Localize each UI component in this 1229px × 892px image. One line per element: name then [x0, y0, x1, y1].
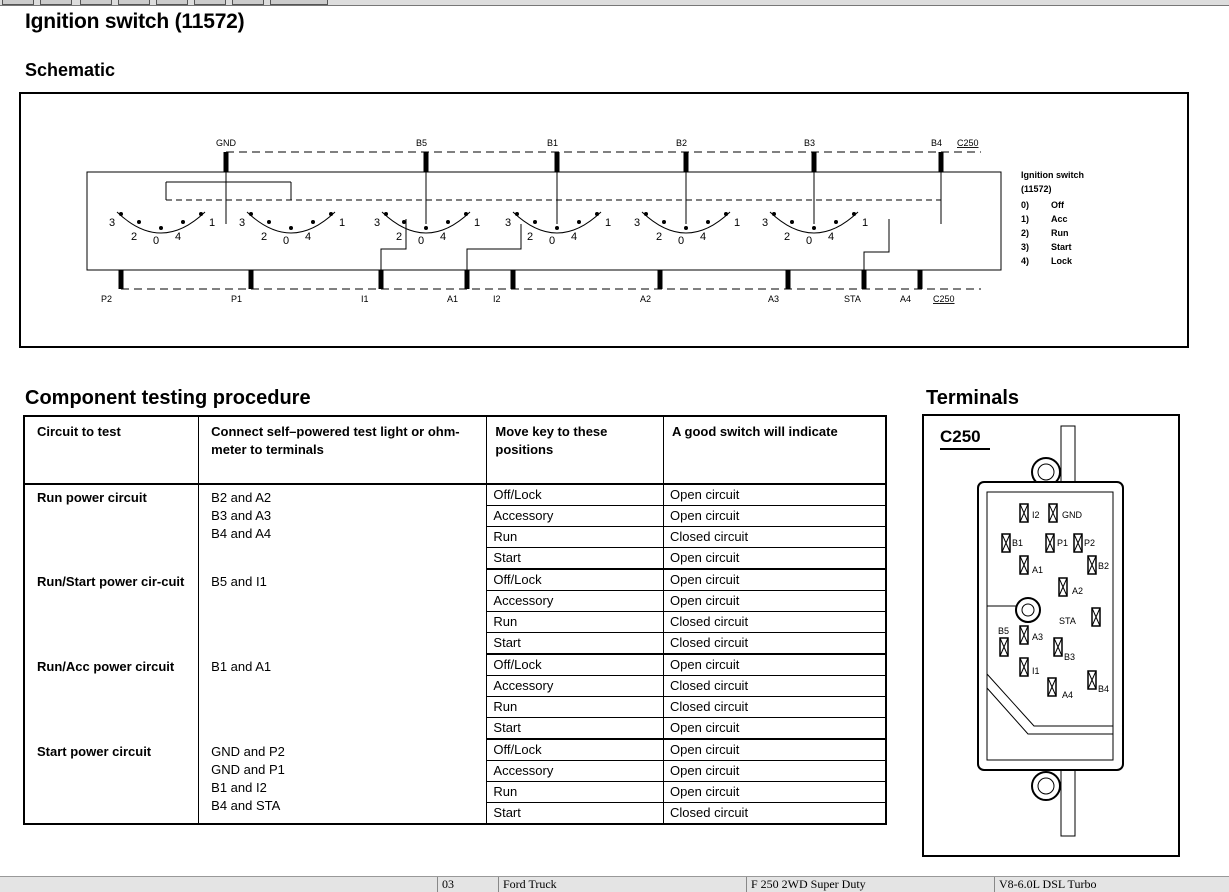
- expected-result: Closed circuit: [664, 527, 886, 548]
- bottom-terminal-pin: [249, 270, 254, 289]
- top-terminal-label: B1: [547, 138, 559, 148]
- top-terminal-pin: [555, 152, 560, 172]
- expected-result: Open circuit: [664, 654, 886, 676]
- switch-contact: [137, 220, 141, 224]
- key-position: Start: [487, 548, 664, 570]
- position-number: 4: [828, 231, 835, 243]
- bottom-terminal-pin: [862, 270, 867, 289]
- terminal-pin-label: GND: [1062, 510, 1082, 520]
- position-number: 3: [109, 217, 116, 229]
- legend-number: 4): [1021, 256, 1030, 266]
- terminal-pin-label: STA: [1059, 616, 1076, 626]
- switch-contact: [533, 220, 537, 224]
- switch-contact: [812, 226, 816, 230]
- terminals-heading: Terminals: [926, 387, 1019, 409]
- key-position: Run: [487, 697, 664, 718]
- position-number: 1: [862, 217, 869, 229]
- switch-contact: [464, 212, 468, 216]
- top-terminal-pin: [939, 152, 944, 172]
- top-toolbar: [0, 0, 1229, 6]
- top-terminal-pin: [812, 152, 817, 172]
- bottom-terminal-label: A1: [447, 294, 459, 304]
- switch-contact: [772, 212, 776, 216]
- legend-number: 1): [1021, 214, 1030, 224]
- key-position: Start: [487, 633, 664, 655]
- terminal-pair: B1 and I2: [211, 780, 267, 795]
- connector-label: C250: [940, 427, 981, 446]
- top-terminal-label: B2: [676, 138, 688, 148]
- key-position: Accessory: [487, 676, 664, 697]
- toolbar-tab[interactable]: [40, 0, 72, 5]
- bottom-terminal-label: STA: [844, 294, 861, 304]
- position-number: 4: [305, 231, 312, 243]
- expected-result: Open circuit: [664, 506, 886, 527]
- key-position: Run: [487, 782, 664, 803]
- expected-result: Open circuit: [664, 782, 886, 803]
- mount-hole-top: [1038, 464, 1054, 480]
- page-title: Ignition switch (11572): [25, 10, 245, 33]
- expected-result: Closed circuit: [664, 803, 886, 825]
- legend-label: Lock: [1051, 256, 1073, 266]
- switch-contact: [684, 226, 688, 230]
- position-number: 0: [418, 235, 425, 247]
- terminal-pin-label: A4: [1062, 690, 1074, 700]
- key-position: Run: [487, 527, 664, 548]
- switch-contact: [311, 220, 315, 224]
- terminal-pairs: [199, 654, 487, 739]
- legend-label: Acc: [1051, 214, 1068, 224]
- top-terminal-pin: [424, 152, 429, 172]
- key-position: Accessory: [487, 761, 664, 782]
- terminal-pair: B5 and I1: [211, 574, 267, 589]
- mount-hole-bottom: [1038, 778, 1054, 794]
- header-connect: Connect self–powered test light or ohm-meter to terminals: [199, 416, 487, 484]
- terminal-pin-label: B3: [1064, 652, 1076, 662]
- terminal-pairs: [199, 739, 487, 824]
- position-number: 2: [396, 231, 403, 243]
- terminal-pin-label: P2: [1084, 538, 1096, 548]
- expected-result: Open circuit: [664, 718, 886, 740]
- bottom-terminal-label: P2: [101, 294, 113, 304]
- expected-result: Open circuit: [664, 548, 886, 570]
- bottom-terminal-pin: [511, 270, 516, 289]
- top-connector-label: C250: [957, 138, 979, 148]
- terminal-pair: B4 and A4: [211, 526, 272, 541]
- table-row: [24, 484, 886, 506]
- terminal-pin-label: B5: [998, 626, 1010, 636]
- terminal-pin-label: I1: [1032, 666, 1040, 676]
- legend-part: (11572): [1021, 184, 1052, 194]
- top-terminal-pin: [684, 152, 689, 172]
- position-number: 1: [734, 217, 741, 229]
- legend-number: 2): [1021, 228, 1030, 238]
- terminal-pair: B4 and STA: [211, 798, 281, 813]
- switch-contact: [515, 212, 519, 216]
- terminal-pin-label: I2: [1032, 510, 1040, 520]
- position-number: 2: [784, 231, 791, 243]
- top-terminal-pin: [224, 152, 229, 172]
- switch-section: [109, 212, 215, 247]
- switch-contact: [199, 212, 203, 216]
- header-positions: Move key to these positions: [487, 416, 664, 484]
- key-position: Off/Lock: [487, 484, 664, 506]
- switch-section: [634, 212, 740, 247]
- switch-contact: [119, 212, 123, 216]
- terminal-pair: GND and P2: [211, 744, 285, 759]
- schematic-diagram: [19, 92, 1189, 348]
- legend-number: 0): [1021, 200, 1030, 210]
- expected-result: Open circuit: [664, 739, 886, 761]
- expected-result: Closed circuit: [664, 612, 886, 633]
- switch-contact: [706, 220, 710, 224]
- legend-label: Run: [1051, 228, 1069, 238]
- position-number: 0: [549, 235, 556, 247]
- key-position: Off/Lock: [487, 739, 664, 761]
- bottom-terminal-pin: [465, 270, 470, 289]
- legend-number: 3): [1021, 242, 1030, 252]
- expected-result: Closed circuit: [664, 697, 886, 718]
- status-code: 03: [437, 877, 454, 892]
- status-bar: [0, 876, 1229, 892]
- position-number: 4: [571, 231, 578, 243]
- key-position: Start: [487, 718, 664, 740]
- bottom-terminal-label: I2: [493, 294, 501, 304]
- switch-section: [374, 212, 480, 247]
- bottom-terminal-pin: [786, 270, 791, 289]
- key-position: Accessory: [487, 591, 664, 612]
- position-number: 1: [474, 217, 481, 229]
- expected-result: Open circuit: [664, 484, 886, 506]
- top-terminal-label: GND: [216, 138, 236, 148]
- key-position: Off/Lock: [487, 569, 664, 591]
- switch-contact: [644, 212, 648, 216]
- expected-result: Open circuit: [664, 591, 886, 612]
- position-number: 4: [440, 231, 447, 243]
- key-position: Run: [487, 612, 664, 633]
- position-number: 3: [634, 217, 641, 229]
- legend-label: Off: [1051, 200, 1064, 210]
- terminal-pin-label: B4: [1098, 684, 1110, 694]
- switch-contact: [852, 212, 856, 216]
- position-number: 4: [175, 231, 182, 243]
- expected-result: Open circuit: [664, 569, 886, 591]
- bottom-connector-label: C250: [933, 294, 955, 304]
- terminal-pin-label: A2: [1072, 586, 1084, 596]
- position-number: 1: [209, 217, 216, 229]
- top-terminal-label: B5: [416, 138, 428, 148]
- terminal-pairs: [199, 484, 487, 569]
- bottom-terminal-label: P1: [231, 294, 243, 304]
- terminal-pin-label: A1: [1032, 565, 1044, 575]
- terminal-pair: GND and P1: [211, 762, 285, 777]
- switch-contact: [159, 226, 163, 230]
- legend-title: Ignition switch: [1021, 170, 1084, 180]
- jumper-wire: [467, 224, 521, 270]
- status-model: F 250 2WD Super Duty: [746, 877, 866, 892]
- position-number: 1: [339, 217, 346, 229]
- top-terminal-label: B4: [931, 138, 943, 148]
- table-row: [24, 739, 886, 761]
- terminal-pair: B3 and A3: [211, 508, 272, 523]
- terminal-pair: B2 and A2: [211, 490, 272, 505]
- expected-result: Closed circuit: [664, 633, 886, 655]
- position-number: 3: [374, 217, 381, 229]
- table-row: [24, 654, 886, 676]
- position-number: 2: [261, 231, 268, 243]
- terminal-pin-label: A3: [1032, 632, 1044, 642]
- bottom-terminal-pin: [379, 270, 384, 289]
- toolbar-tab[interactable]: [2, 0, 34, 5]
- position-number: 4: [700, 231, 707, 243]
- position-number: 0: [283, 235, 290, 247]
- expected-result: Closed circuit: [664, 676, 886, 697]
- toolbar-tab[interactable]: [80, 0, 112, 5]
- table-header-row: [24, 416, 886, 484]
- table-row: [24, 569, 886, 591]
- terminal-pair: B1 and A1: [211, 659, 272, 674]
- key-position: Accessory: [487, 506, 664, 527]
- circuit-name: Run/Start power cir-cuit: [24, 569, 199, 654]
- terminals-diagram: [922, 414, 1180, 857]
- connector-drawing: [924, 416, 1178, 855]
- bottom-terminal-label: I1: [361, 294, 369, 304]
- switch-contact: [724, 212, 728, 216]
- toolbar-tab[interactable]: [194, 0, 226, 5]
- key-position: Start: [487, 803, 664, 825]
- bottom-terminal-pin: [119, 270, 124, 289]
- terminal-pin-label: P1: [1057, 538, 1069, 548]
- switch-contact: [834, 220, 838, 224]
- expected-result: Open circuit: [664, 761, 886, 782]
- position-number: 2: [527, 231, 534, 243]
- top-terminal-label: B3: [804, 138, 816, 148]
- switch-contact: [384, 212, 388, 216]
- circuit-name: Run/Acc power circuit: [24, 654, 199, 739]
- switch-contact: [790, 220, 794, 224]
- terminal-pin-label: B1: [1012, 538, 1024, 548]
- schematic-heading: Schematic: [25, 60, 116, 80]
- position-number: 0: [153, 235, 160, 247]
- switch-contact: [446, 220, 450, 224]
- position-number: 3: [239, 217, 246, 229]
- switch-contact: [577, 220, 581, 224]
- status-engine: V8-6.0L DSL Turbo: [994, 877, 1096, 892]
- bottom-terminal-label: A2: [640, 294, 652, 304]
- switch-section: [762, 212, 868, 247]
- bottom-terminal-label: A3: [768, 294, 780, 304]
- schematic-drawing: [21, 94, 1187, 346]
- toolbar-tab[interactable]: [156, 0, 188, 5]
- position-number: 2: [656, 231, 663, 243]
- toolbar-tab[interactable]: [118, 0, 150, 5]
- position-number: 3: [505, 217, 512, 229]
- switch-contact: [289, 226, 293, 230]
- switch-contact: [249, 212, 253, 216]
- position-number: 3: [762, 217, 769, 229]
- terminal-pin-label: B2: [1098, 561, 1110, 571]
- header-circuit: Circuit to test: [24, 416, 199, 484]
- position-number: 0: [678, 235, 685, 247]
- center-post: [1022, 604, 1034, 616]
- header-indication: A good switch will indicate: [664, 416, 886, 484]
- position-number: 2: [131, 231, 138, 243]
- bottom-terminal-pin: [918, 270, 923, 289]
- legend-label: Start: [1051, 242, 1072, 252]
- position-number: 0: [806, 235, 813, 247]
- switch-contact: [662, 220, 666, 224]
- key-position: Off/Lock: [487, 654, 664, 676]
- toolbar-tab[interactable]: [232, 0, 264, 5]
- terminal-pairs: [199, 569, 487, 654]
- switch-contact: [181, 220, 185, 224]
- procedure-heading: Component testing procedure: [25, 387, 311, 409]
- switch-contact: [555, 226, 559, 230]
- switch-contact: [424, 226, 428, 230]
- switch-contact: [402, 220, 406, 224]
- position-number: 1: [605, 217, 612, 229]
- circuit-name: Run power circuit: [24, 484, 199, 569]
- switch-contact: [267, 220, 271, 224]
- circuit-name: Start power circuit: [24, 739, 199, 824]
- bottom-terminal-pin: [658, 270, 663, 289]
- procedure-table: [23, 415, 887, 825]
- switch-contact: [595, 212, 599, 216]
- status-make: Ford Truck: [498, 877, 557, 892]
- switch-contact: [329, 212, 333, 216]
- switch-section: [239, 212, 345, 247]
- bottom-terminal-label: A4: [900, 294, 912, 304]
- toolbar-tab[interactable]: [270, 0, 328, 5]
